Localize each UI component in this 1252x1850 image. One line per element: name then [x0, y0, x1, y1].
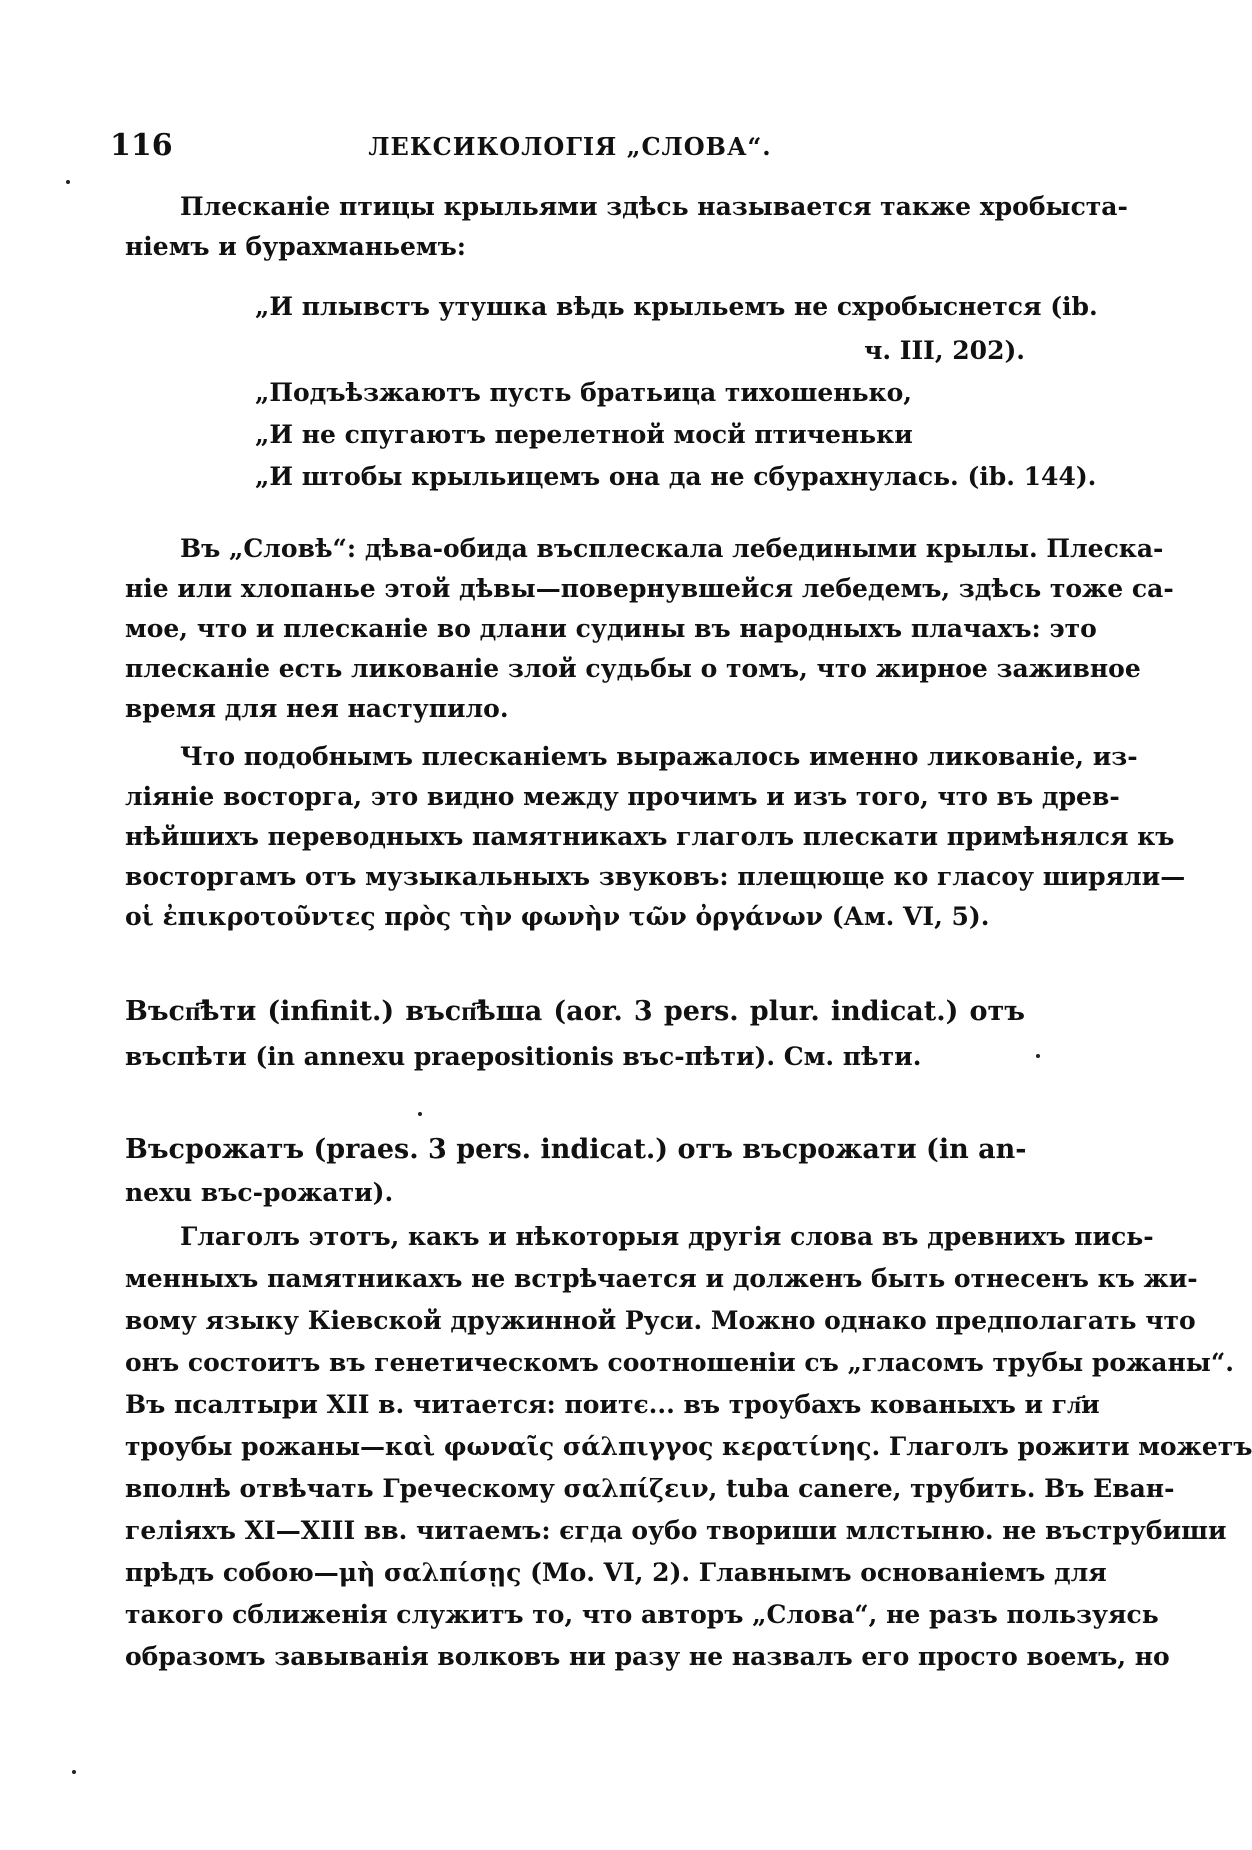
text-line: прѣдъ собою—μὴ σαλπίσῃς (Мо. VI, 2). Главнымъ основаніемъ для: [125, 1558, 1107, 1587]
page-header: [110, 128, 1030, 168]
text-line: Что подобнымъ плесканіемъ выражалось именно ликованіе, из-: [180, 742, 1138, 771]
text-line: нѣйшихъ переводныхъ памятникахъ глаголъ плескати примѣнялся къ: [125, 822, 1175, 851]
text-line: Глаголъ этотъ, какъ и нѣкоторыя другія слова въ древнихъ пись-: [180, 1222, 1154, 1251]
dictionary-entry-line: Въсрожатъ (praes. 3 pers. indicat.) отъ въсрожати (in an-: [125, 1134, 1027, 1165]
text-line: Въ „Словѣ“: дѣва-обида въсплескала лебедиными крылы. Плеска-: [180, 534, 1164, 563]
print-speck: [1036, 1054, 1040, 1058]
verse-line: „Подъѣзжаютъ пусть братьица тихошенько,: [255, 378, 912, 407]
verse-line: „И штобы крыльицемъ она да не сбурахнулась. (ib. 144).: [255, 462, 1097, 491]
text-line: Плесканіе птицы крыльями здѣсь называется также хробыста-: [180, 192, 1128, 221]
print-speck: [66, 180, 70, 184]
print-speck: [72, 1770, 76, 1774]
text-line: вому языку Кіевской дружинной Руси. Можно однако предполагать что: [125, 1306, 1196, 1335]
text-line: геліяхъ XI—XIII вв. читаемъ: єгда оубо твориши млстыню. не въструбиши: [125, 1516, 1227, 1545]
text-line: ліяніе восторга, это видно между прочимъ и изъ того, что въ древ-: [125, 782, 1120, 811]
dictionary-entry-line: въспѣти (in annexu praepositionis въс-пѣти). См. пѣти.: [125, 1042, 922, 1071]
text-line: троубы рожаны—καὶ φωναῖς σάλπιγγος κερατίνης. Глаголъ рожити можетъ: [125, 1432, 1252, 1461]
dictionary-entry-line: nexu въс-рожати).: [125, 1178, 394, 1207]
text-line: Въ псалтыри XII в. читается: поитє... въ троубахъ кованыхъ и гл҃и: [125, 1390, 1100, 1419]
text-line: время для нея наступило.: [125, 694, 509, 723]
text-line: онъ состоитъ въ генетическомъ соотношеніи съ „гласомъ трубы рожаны“.: [125, 1348, 1234, 1377]
verse-line: „И не спугаютъ перелетной мосй птиченьки: [255, 420, 913, 449]
text-line: восторгамъ отъ музыкальныхъ звуковъ: плещюще ко гласоу ширяли—: [125, 862, 1186, 891]
text-line: менныхъ памятникахъ не встрѣчается и долженъ быть отнесенъ къ жи-: [125, 1264, 1198, 1293]
text-line: такого сближенія служитъ то, что авторъ „Слова“, не разъ пользуясь: [125, 1600, 1159, 1629]
text-line: οἱ ἐπικροτοῦντες πρὸς τὴν φωνὴν τῶν ὀργάνων (Ам. VI, 5).: [125, 902, 990, 931]
running-title: ЛЕКСИКОЛОГІЯ „СЛОВА“.: [368, 132, 772, 161]
verse-line: ч. III, 202).: [864, 336, 1025, 365]
text-line: ніемъ и бурахманьемъ:: [125, 232, 467, 261]
page-number: 116: [110, 128, 173, 163]
verse-line: „И плывстъ утушка вѣдь крыльемъ не схробыснется (ib.: [255, 292, 1098, 321]
print-speck: [418, 1112, 422, 1116]
dictionary-entry-line: Въсп҃ѣти (infinit.) въсп҃ѣша (aor. 3 pers. plur. indicat.) отъ: [125, 996, 1025, 1027]
text-line: плесканіе есть ликованіе злой судьбы о томъ, что жирное заживное: [125, 654, 1141, 683]
text-line: образомъ завыванія волковъ ни разу не назвалъ его просто воемъ, но: [125, 1642, 1170, 1671]
text-line: мое, что и плесканіе во длани судины въ народныхъ плачахъ: это: [125, 614, 1097, 643]
text-line: ніе или хлопанье этой дѣвы—повернувшейся лебедемъ, здѣсь тоже са-: [125, 574, 1174, 603]
text-line: вполнѣ отвѣчать Греческому σαλπίζειν, tuba canere, трубить. Въ Еван-: [125, 1474, 1175, 1503]
